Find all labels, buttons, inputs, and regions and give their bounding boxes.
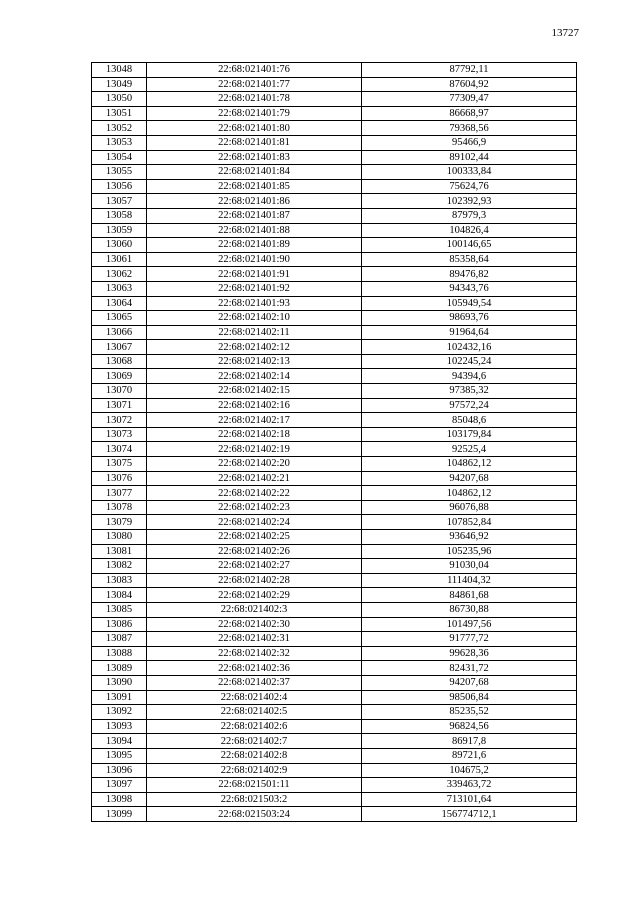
cadastral-number-cell: 22:68:021503:2 (147, 792, 362, 807)
table-row (92, 63, 577, 78)
table-row (92, 165, 577, 180)
table-row (92, 194, 577, 209)
cadastral-number-cell: 22:68:021401:79 (147, 106, 362, 121)
page-number: 13727 (551, 27, 579, 39)
cadastral-number-cell: 22:68:021402:13 (147, 354, 362, 369)
cadastral-number-cell: 22:68:021402:7 (147, 734, 362, 749)
table-row (92, 500, 577, 515)
value-cell: 97572,24 (362, 398, 577, 413)
row-index-cell: 13081 (92, 544, 147, 559)
value-cell: 94394,6 (362, 369, 577, 384)
row-index-cell: 13076 (92, 471, 147, 486)
value-cell: 98506,84 (362, 690, 577, 705)
cadastral-number-cell: 22:68:021402:18 (147, 427, 362, 442)
table-row (92, 734, 577, 749)
value-cell: 98693,76 (362, 311, 577, 326)
table-row (92, 311, 577, 326)
value-cell: 97385,32 (362, 384, 577, 399)
row-index-cell: 13058 (92, 208, 147, 223)
row-index-cell: 13064 (92, 296, 147, 311)
row-index-cell: 13061 (92, 252, 147, 267)
table-row (92, 179, 577, 194)
cadastral-number-cell: 22:68:021402:16 (147, 398, 362, 413)
cadastral-number-cell: 22:68:021401:77 (147, 77, 362, 92)
row-index-cell: 13050 (92, 92, 147, 107)
cadastral-number-cell: 22:68:021401:87 (147, 208, 362, 223)
row-index-cell: 13057 (92, 194, 147, 209)
table-row (92, 413, 577, 428)
value-cell: 104862,12 (362, 457, 577, 472)
cadastral-number-cell: 22:68:021402:32 (147, 646, 362, 661)
value-cell: 87604,92 (362, 77, 577, 92)
row-index-cell: 13063 (92, 281, 147, 296)
cadastral-number-cell: 22:68:021401:93 (147, 296, 362, 311)
cadastral-number-cell: 22:68:021402:4 (147, 690, 362, 705)
value-cell: 102432,16 (362, 340, 577, 355)
value-cell: 93646,92 (362, 530, 577, 545)
cadastral-number-cell: 22:68:021402:31 (147, 632, 362, 647)
table-row (92, 398, 577, 413)
table-row (92, 573, 577, 588)
row-index-cell: 13093 (92, 719, 147, 734)
table-row (92, 427, 577, 442)
value-cell: 100333,84 (362, 165, 577, 180)
value-cell: 105949,54 (362, 296, 577, 311)
row-index-cell: 13080 (92, 530, 147, 545)
cadastral-number-cell: 22:68:021401:89 (147, 238, 362, 253)
table-row (92, 515, 577, 530)
cadastral-number-cell: 22:68:021501:11 (147, 778, 362, 793)
table-row (92, 354, 577, 369)
table-row (92, 442, 577, 457)
row-index-cell: 13066 (92, 325, 147, 340)
cadastral-number-cell: 22:68:021402:5 (147, 705, 362, 720)
table-row (92, 646, 577, 661)
table-row (92, 325, 577, 340)
table-row (92, 763, 577, 778)
table-row (92, 369, 577, 384)
cadastral-number-cell: 22:68:021402:19 (147, 442, 362, 457)
value-cell: 87792,11 (362, 63, 577, 78)
value-cell: 99628,36 (362, 646, 577, 661)
cadastral-number-cell: 22:68:021402:3 (147, 602, 362, 617)
value-cell: 94343,76 (362, 281, 577, 296)
row-index-cell: 13075 (92, 457, 147, 472)
table-row (92, 602, 577, 617)
row-index-cell: 13083 (92, 573, 147, 588)
row-index-cell: 13086 (92, 617, 147, 632)
value-cell: 713101,64 (362, 792, 577, 807)
row-index-cell: 13092 (92, 705, 147, 720)
table-row (92, 252, 577, 267)
cadastral-number-cell: 22:68:021402:37 (147, 675, 362, 690)
value-cell: 156774712,1 (362, 807, 577, 822)
table-row (92, 530, 577, 545)
table-row (92, 208, 577, 223)
row-index-cell: 13073 (92, 427, 147, 442)
row-index-cell: 13054 (92, 150, 147, 165)
value-cell: 339463,72 (362, 778, 577, 793)
cadastral-number-cell: 22:68:021402:17 (147, 413, 362, 428)
row-index-cell: 13079 (92, 515, 147, 530)
row-index-cell: 13060 (92, 238, 147, 253)
cadastral-number-cell: 22:68:021401:83 (147, 150, 362, 165)
cadastral-number-cell: 22:68:021401:90 (147, 252, 362, 267)
row-index-cell: 13069 (92, 369, 147, 384)
value-cell: 85048,6 (362, 413, 577, 428)
row-index-cell: 13049 (92, 77, 147, 92)
cadastral-number-cell: 22:68:021402:22 (147, 486, 362, 501)
cadastral-number-cell: 22:68:021402:27 (147, 559, 362, 574)
value-cell: 85358,64 (362, 252, 577, 267)
row-index-cell: 13091 (92, 690, 147, 705)
cadastral-number-cell: 22:68:021401:78 (147, 92, 362, 107)
cadastral-number-cell: 22:68:021402:6 (147, 719, 362, 734)
cadastral-number-cell: 22:68:021402:8 (147, 748, 362, 763)
table-row (92, 632, 577, 647)
value-cell: 84861,68 (362, 588, 577, 603)
cadastral-number-cell: 22:68:021402:14 (147, 369, 362, 384)
table-body (92, 63, 577, 822)
value-cell: 86668,97 (362, 106, 577, 121)
cadastral-number-cell: 22:68:021401:92 (147, 281, 362, 296)
table-row (92, 675, 577, 690)
value-cell: 87979,3 (362, 208, 577, 223)
cadastral-number-cell: 22:68:021402:10 (147, 311, 362, 326)
value-cell: 101497,56 (362, 617, 577, 632)
row-index-cell: 13062 (92, 267, 147, 282)
cadastral-number-cell: 22:68:021402:11 (147, 325, 362, 340)
table-row (92, 617, 577, 632)
table-row (92, 690, 577, 705)
row-index-cell: 13098 (92, 792, 147, 807)
cadastral-number-cell: 22:68:021401:88 (147, 223, 362, 238)
table-row (92, 77, 577, 92)
row-index-cell: 13056 (92, 179, 147, 194)
cadastral-number-cell: 22:68:021402:9 (147, 763, 362, 778)
value-cell: 79368,56 (362, 121, 577, 136)
row-index-cell: 13055 (92, 165, 147, 180)
table-row (92, 223, 577, 238)
value-cell: 104862,12 (362, 486, 577, 501)
value-cell: 94207,68 (362, 471, 577, 486)
row-index-cell: 13096 (92, 763, 147, 778)
table-row (92, 135, 577, 150)
value-cell: 91777,72 (362, 632, 577, 647)
row-index-cell: 13084 (92, 588, 147, 603)
cadastral-value-table (91, 62, 577, 822)
table-row (92, 661, 577, 676)
table-row (92, 748, 577, 763)
table-row (92, 457, 577, 472)
row-index-cell: 13051 (92, 106, 147, 121)
value-cell: 105235,96 (362, 544, 577, 559)
row-index-cell: 13089 (92, 661, 147, 676)
table-row (92, 559, 577, 574)
cadastral-number-cell: 22:68:021401:86 (147, 194, 362, 209)
row-index-cell: 13085 (92, 602, 147, 617)
value-cell: 94207,68 (362, 675, 577, 690)
value-cell: 86917,8 (362, 734, 577, 749)
table-row (92, 384, 577, 399)
value-cell: 92525,4 (362, 442, 577, 457)
value-cell: 96076,88 (362, 500, 577, 515)
row-index-cell: 13052 (92, 121, 147, 136)
row-index-cell: 13059 (92, 223, 147, 238)
table-row (92, 471, 577, 486)
cadastral-number-cell: 22:68:021401:91 (147, 267, 362, 282)
table-row (92, 778, 577, 793)
value-cell: 95466,9 (362, 135, 577, 150)
table-row (92, 792, 577, 807)
cadastral-number-cell: 22:68:021401:81 (147, 135, 362, 150)
table-row (92, 340, 577, 355)
table-row (92, 296, 577, 311)
value-cell: 91030,04 (362, 559, 577, 574)
cadastral-number-cell: 22:68:021402:30 (147, 617, 362, 632)
cadastral-number-cell: 22:68:021402:25 (147, 530, 362, 545)
value-cell: 91964,64 (362, 325, 577, 340)
cadastral-number-cell: 22:68:021402:15 (147, 384, 362, 399)
cadastral-number-cell: 22:68:021402:21 (147, 471, 362, 486)
value-cell: 103179,84 (362, 427, 577, 442)
cadastral-number-cell: 22:68:021401:80 (147, 121, 362, 136)
cadastral-number-cell: 22:68:021401:84 (147, 165, 362, 180)
value-cell: 89721,6 (362, 748, 577, 763)
row-index-cell: 13068 (92, 354, 147, 369)
table-row (92, 92, 577, 107)
table-row (92, 588, 577, 603)
value-cell: 96824,56 (362, 719, 577, 734)
cadastral-number-cell: 22:68:021402:29 (147, 588, 362, 603)
value-cell: 82431,72 (362, 661, 577, 676)
value-cell: 77309,47 (362, 92, 577, 107)
cadastral-number-cell: 22:68:021402:12 (147, 340, 362, 355)
cadastral-number-cell: 22:68:021402:36 (147, 661, 362, 676)
row-index-cell: 13087 (92, 632, 147, 647)
row-index-cell: 13048 (92, 63, 147, 78)
row-index-cell: 13082 (92, 559, 147, 574)
cadastral-number-cell: 22:68:021402:20 (147, 457, 362, 472)
value-cell: 100146,65 (362, 238, 577, 253)
value-cell: 104826,4 (362, 223, 577, 238)
row-index-cell: 13065 (92, 311, 147, 326)
row-index-cell: 13099 (92, 807, 147, 822)
row-index-cell: 13053 (92, 135, 147, 150)
table-row (92, 281, 577, 296)
cadastral-number-cell: 22:68:021402:23 (147, 500, 362, 515)
row-index-cell: 13077 (92, 486, 147, 501)
value-cell: 86730,88 (362, 602, 577, 617)
table-row (92, 705, 577, 720)
value-cell: 107852,84 (362, 515, 577, 530)
row-index-cell: 13074 (92, 442, 147, 457)
cadastral-number-cell: 22:68:021402:28 (147, 573, 362, 588)
row-index-cell: 13072 (92, 413, 147, 428)
cadastral-number-cell: 22:68:021401:76 (147, 63, 362, 78)
table-row (92, 121, 577, 136)
cadastral-number-cell: 22:68:021402:26 (147, 544, 362, 559)
row-index-cell: 13097 (92, 778, 147, 793)
table-row (92, 719, 577, 734)
table-row (92, 150, 577, 165)
row-index-cell: 13090 (92, 675, 147, 690)
table-row (92, 267, 577, 282)
table-row (92, 544, 577, 559)
row-index-cell: 13070 (92, 384, 147, 399)
row-index-cell: 13094 (92, 734, 147, 749)
cadastral-number-cell: 22:68:021401:85 (147, 179, 362, 194)
value-cell: 75624,76 (362, 179, 577, 194)
table-row (92, 106, 577, 121)
value-cell: 89102,44 (362, 150, 577, 165)
cadastral-number-cell: 22:68:021503:24 (147, 807, 362, 822)
row-index-cell: 13067 (92, 340, 147, 355)
row-index-cell: 13088 (92, 646, 147, 661)
row-index-cell: 13071 (92, 398, 147, 413)
row-index-cell: 13095 (92, 748, 147, 763)
value-cell: 85235,52 (362, 705, 577, 720)
value-cell: 104675,2 (362, 763, 577, 778)
value-cell: 89476,82 (362, 267, 577, 282)
table-row (92, 807, 577, 822)
table-row (92, 238, 577, 253)
value-cell: 102392,93 (362, 194, 577, 209)
cadastral-number-cell: 22:68:021402:24 (147, 515, 362, 530)
row-index-cell: 13078 (92, 500, 147, 515)
value-cell: 102245,24 (362, 354, 577, 369)
value-cell: 111404,32 (362, 573, 577, 588)
table-row (92, 486, 577, 501)
